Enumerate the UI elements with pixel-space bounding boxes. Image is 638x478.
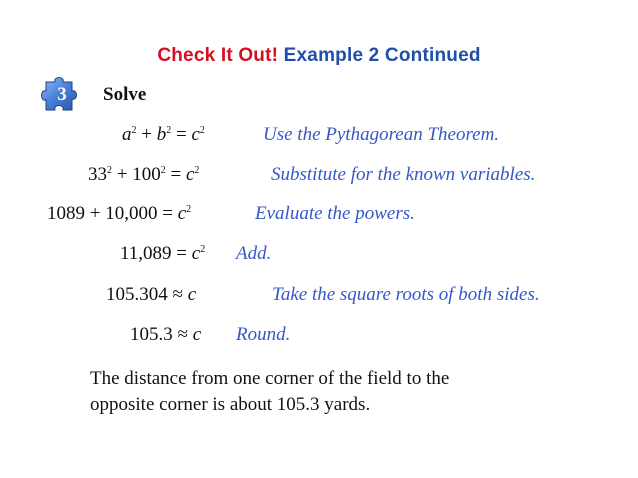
equation-5: 105.304 ≈ c <box>106 284 197 305</box>
equation-4: $11,089 = c^2$ <box>120 243 206 264</box>
note-5: Take the square roots of both sides. <box>272 284 540 305</box>
title-highlight: Check It Out! <box>157 45 279 66</box>
slide-title <box>0 45 638 67</box>
note-1: Use the Pythagorean Theorem. <box>263 124 500 145</box>
note-2: Substitute for the known variables. <box>271 164 536 185</box>
step-label: Solve <box>103 84 147 105</box>
conclusion-line-2: opposite corner is about 105.3 yards. <box>90 394 371 415</box>
equation-1: $a^2 + b^2 = c^2$ <box>122 124 205 145</box>
note-3: Evaluate the powers. <box>255 203 415 224</box>
equation-3: $1089 + 10,000 = c^2$ <box>47 203 192 224</box>
step-number: 3 <box>57 84 67 105</box>
conclusion-line-1: The distance from one corner of the field to the <box>90 368 450 389</box>
conclusion-text <box>90 366 449 418</box>
note-6: Round. <box>236 324 291 345</box>
equation-2: $33^2 + 100^2 = c^2$ <box>88 164 200 185</box>
note-4: Add. <box>236 243 272 264</box>
title-rest: Example 2 Continued <box>283 45 481 66</box>
equation-6: 105.3 ≈ c <box>130 324 202 345</box>
